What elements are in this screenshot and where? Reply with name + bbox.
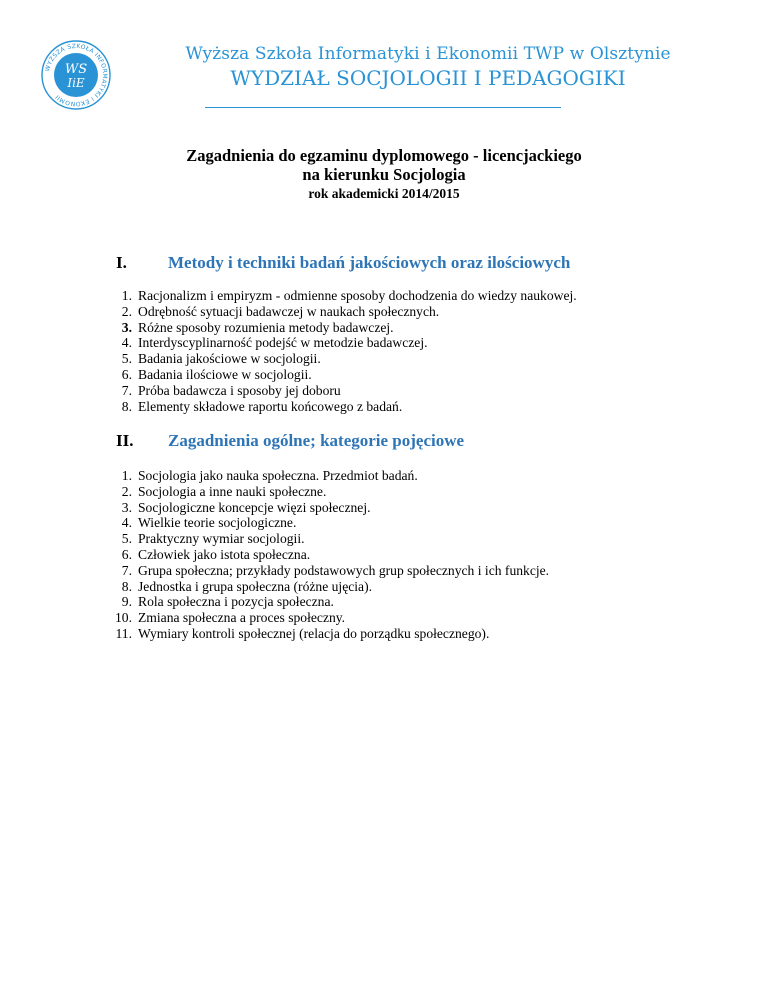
wsiie-logo-icon xyxy=(40,39,112,111)
section-1-list xyxy=(121,288,577,414)
list-item: 1. Racjonalizm i empiryzm - odmienne sposoby dochodzenia do wiedzy naukowej. xyxy=(121,288,577,303)
document-title-line1: Zagadnienia do egzaminu dyplomowego - licencjackiego xyxy=(186,146,582,165)
faculty-name: WYDZIAŁ SOCJOLOGII I PEDAGOGIKI xyxy=(230,66,626,90)
school-name: Wyższa Szkoła Informatyki i Ekonomii TWP w Olsztynie xyxy=(185,44,671,64)
list-item: 1. Socjologia jako nauka społeczna. Przedmiot badań. xyxy=(121,468,418,483)
list-item: 8. Elementy składowe raportu końcowego z badań. xyxy=(121,398,403,414)
list-item: 6. Człowiek jako istota społeczna. xyxy=(121,546,311,562)
section-2-list xyxy=(115,468,550,642)
header-divider xyxy=(205,107,561,108)
list-item: 2. Socjologia a inne nauki społeczne. xyxy=(121,483,327,499)
list-item: 8. Jednostka i grupa społeczna (różne ujęcia). xyxy=(121,578,373,594)
academic-year: rok akademicki 2014/2015 xyxy=(308,186,460,201)
logo-letters-bottom: IiE xyxy=(67,76,85,90)
list-item: 7. Próba badawcza i sposoby jej doboru xyxy=(121,382,341,398)
list-item: 10. Zmiana społeczna a proces społeczny. xyxy=(115,610,346,626)
list-item: 4. Wielkie teorie socjologiczne. xyxy=(121,515,297,531)
logo-letters-top: WS xyxy=(64,62,88,77)
list-item: 3. Różne sposoby rozumienia metody badawczej. xyxy=(121,319,394,335)
section-2-number: II. xyxy=(116,431,134,450)
list-item: 11. Wymiary kontroli społecznej (relacja do porządku społecznego). xyxy=(115,625,490,641)
section-2-title: Zagadnienia ogólne; kategorie pojęciowe xyxy=(168,431,465,450)
logo-ring-text: WYŻSZA SZKOŁA INFORMATYKI I EKONOMII xyxy=(44,42,109,108)
section-1-title: Metody i techniki badań jakościowych oraz ilościowych xyxy=(168,253,571,272)
list-item: 9. Rola społeczna i pozycja społeczna. xyxy=(121,594,334,610)
list-item: 7. Grupa społeczna; przykłady podstawowych grup społecznych i ich funkcje. xyxy=(121,562,550,578)
section-1-number: I. xyxy=(116,253,127,272)
list-item: 5. Praktyczny wymiar socjologii. xyxy=(121,531,305,547)
list-item: 6. Badania ilościowe w socjologii. xyxy=(121,366,312,382)
list-item: 3. Socjologiczne koncepcje więzi społecznej. xyxy=(121,499,371,515)
list-item: 2. Odrębność sytuacji badawczej w naukach społecznych. xyxy=(121,303,440,319)
list-item: 5. Badania jakościowe w socjologii. xyxy=(121,351,321,367)
list-item: 4. Interdyscyplinarność podejść w metodzie badawczej. xyxy=(121,335,428,351)
document-title-line2: na kierunku Socjologia xyxy=(302,165,466,184)
